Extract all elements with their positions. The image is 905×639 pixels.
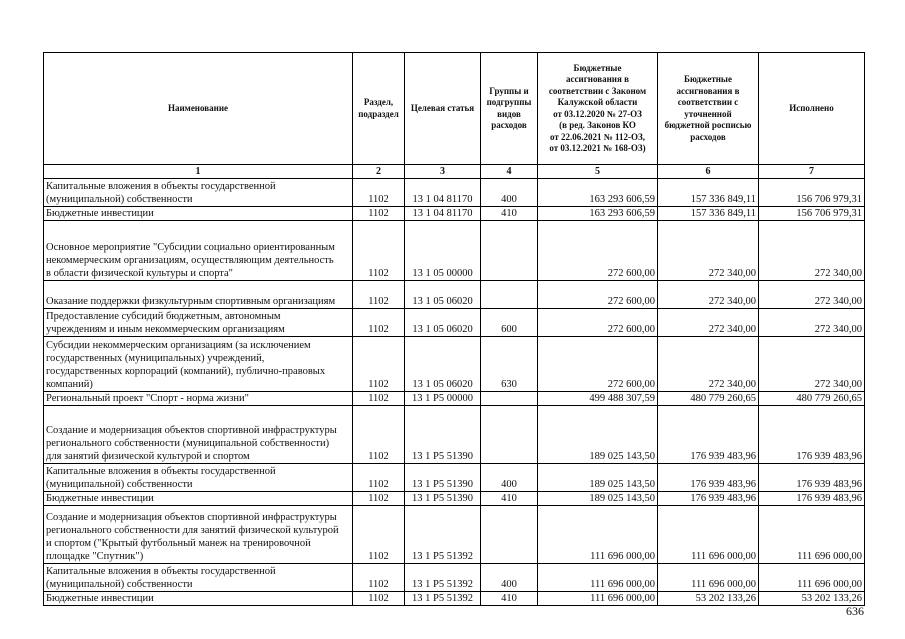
row-group: 400 <box>481 179 538 207</box>
row-budget-plan: 176 939 483,96 <box>658 464 759 492</box>
row-group <box>481 406 538 464</box>
row-section: 1102 <box>353 406 405 464</box>
row-name-line: Бюджетные инвестиции <box>46 593 154 604</box>
table-row <box>44 392 865 406</box>
row-budget-plan: 111 696 000,00 <box>658 506 759 564</box>
header-budget-plan: Бюджетные ассигнования в соответствии с уточненной бюджетной росписью расходов <box>658 53 759 165</box>
row-group <box>481 281 538 309</box>
column-number: 7 <box>759 165 865 179</box>
row-target: 13 1 P5 51390 <box>405 464 481 492</box>
row-budget-plan: 176 939 483,96 <box>658 406 759 464</box>
row-name-line: Субсидии некоммерческим организациям (за исключением <box>46 340 311 351</box>
column-number: 1 <box>44 165 353 179</box>
row-name-line: в области физической культуры и спорта" <box>46 268 233 279</box>
row-name <box>44 337 353 392</box>
table-header-row <box>44 53 865 165</box>
column-number: 5 <box>538 165 658 179</box>
header-budget-law: Бюджетные ассигнования в соответствии с Законом Калужской области от 03.12.2020 № 27-ОЗ (в ред. Законов КО от 22.06.2021 № 112-ОЗ, от 03.12.2021 № 168-ОЗ) <box>538 53 658 165</box>
table-row <box>44 281 865 309</box>
row-name-line: Оказание поддержки физкультурным спортивным организациям <box>46 296 336 307</box>
row-name-line: Создание и модернизация объектов спортивной инфраструктуры <box>46 425 337 436</box>
table-row <box>44 464 865 492</box>
row-name-line: государственных корпораций (компаний), публично-правовых <box>46 366 326 377</box>
row-name <box>44 492 353 506</box>
row-section: 1102 <box>353 309 405 337</box>
row-executed: 176 939 483,96 <box>759 406 865 464</box>
table-row <box>44 337 865 392</box>
row-executed: 156 706 979,31 <box>759 179 865 207</box>
row-executed: 53 202 133,26 <box>759 592 865 606</box>
row-name-line: (муниципальной) собственности <box>46 479 193 490</box>
row-group: 630 <box>481 337 538 392</box>
table-row <box>44 221 865 281</box>
row-name-line: Основное мероприятие "Субсидии социально ориентированным <box>46 242 335 253</box>
row-name-line: и спортом ("Крытый футбольный манеж на тренировочной <box>46 538 311 549</box>
row-section: 1102 <box>353 492 405 506</box>
row-name-line: (муниципальной) собственности <box>46 579 193 590</box>
row-budget-law: 163 293 606,59 <box>538 207 658 221</box>
row-budget-plan: 480 779 260,65 <box>658 392 759 406</box>
column-number: 3 <box>405 165 481 179</box>
row-group: 400 <box>481 464 538 492</box>
row-executed: 176 939 483,96 <box>759 492 865 506</box>
table-row <box>44 592 865 606</box>
row-name-line: Создание и модернизация объектов спортивной инфраструктуры <box>46 512 337 523</box>
row-name-line: Капитальные вложения в объекты государственной <box>46 566 276 577</box>
row-target: 13 1 04 81170 <box>405 179 481 207</box>
row-name <box>44 392 353 406</box>
column-number-row <box>44 165 865 179</box>
row-executed: 272 340,00 <box>759 309 865 337</box>
row-budget-law: 111 696 000,00 <box>538 506 658 564</box>
row-group: 600 <box>481 309 538 337</box>
table-row <box>44 406 865 464</box>
row-target: 13 1 05 06020 <box>405 281 481 309</box>
row-section: 1102 <box>353 337 405 392</box>
header-group: Группы и подгруппы видов расходов <box>481 53 538 165</box>
row-name <box>44 406 353 464</box>
row-name-line: регионального собственности (муниципальной собственности) <box>46 438 330 449</box>
row-executed: 272 340,00 <box>759 221 865 281</box>
row-name-line: Бюджетные инвестиции <box>46 208 154 219</box>
row-name-line: площадке "Спутник") <box>46 551 144 562</box>
row-budget-plan: 272 340,00 <box>658 281 759 309</box>
column-number: 2 <box>353 165 405 179</box>
header-target: Целевая статья <box>405 53 481 165</box>
table-row <box>44 506 865 564</box>
row-section: 1102 <box>353 281 405 309</box>
row-name-line: Капитальные вложения в объекты государственной <box>46 466 276 477</box>
row-budget-law: 189 025 143,50 <box>538 406 658 464</box>
row-executed: 480 779 260,65 <box>759 392 865 406</box>
row-budget-law: 272 600,00 <box>538 337 658 392</box>
row-executed: 272 340,00 <box>759 337 865 392</box>
row-section: 1102 <box>353 564 405 592</box>
row-budget-plan: 272 340,00 <box>658 309 759 337</box>
page-number: 636 <box>846 604 864 618</box>
row-budget-plan: 176 939 483,96 <box>658 492 759 506</box>
row-group <box>481 506 538 564</box>
row-section: 1102 <box>353 179 405 207</box>
row-budget-law: 272 600,00 <box>538 281 658 309</box>
column-number: 4 <box>481 165 538 179</box>
header-executed: Исполнено <box>759 53 865 165</box>
row-budget-law: 111 696 000,00 <box>538 564 658 592</box>
row-budget-plan: 111 696 000,00 <box>658 564 759 592</box>
row-name <box>44 207 353 221</box>
row-target: 13 1 P5 51390 <box>405 492 481 506</box>
row-budget-law: 272 600,00 <box>538 221 658 281</box>
budget-table <box>43 52 865 606</box>
row-budget-plan: 157 336 849,11 <box>658 207 759 221</box>
row-name-line: учреждениям и иным некоммерческим организациям <box>46 324 285 335</box>
row-name-line: Предоставление субсидий бюджетным, автономным <box>46 311 281 322</box>
row-name <box>44 564 353 592</box>
row-name-line: компаний) <box>46 379 93 390</box>
table-row <box>44 564 865 592</box>
table-row <box>44 492 865 506</box>
row-target: 13 1 04 81170 <box>405 207 481 221</box>
row-name <box>44 179 353 207</box>
row-budget-plan: 272 340,00 <box>658 337 759 392</box>
row-target: 13 1 05 06020 <box>405 337 481 392</box>
row-group <box>481 221 538 281</box>
row-group: 400 <box>481 564 538 592</box>
row-budget-law: 189 025 143,50 <box>538 464 658 492</box>
row-name <box>44 281 353 309</box>
table-row <box>44 207 865 221</box>
row-name <box>44 506 353 564</box>
row-executed: 176 939 483,96 <box>759 464 865 492</box>
row-group: 410 <box>481 207 538 221</box>
row-budget-law: 163 293 606,59 <box>538 179 658 207</box>
row-target: 13 1 P5 51392 <box>405 564 481 592</box>
row-budget-plan: 53 202 133,26 <box>658 592 759 606</box>
row-name-line: Региональный проект "Спорт - норма жизни" <box>46 393 249 404</box>
row-section: 1102 <box>353 207 405 221</box>
row-group <box>481 392 538 406</box>
row-target: 13 1 05 06020 <box>405 309 481 337</box>
row-executed: 272 340,00 <box>759 281 865 309</box>
table-body <box>44 179 865 606</box>
row-executed: 156 706 979,31 <box>759 207 865 221</box>
header-section: Раздел, подраздел <box>353 53 405 165</box>
row-name-line: для занятий физической культурой и спортом <box>46 451 250 462</box>
row-target: 13 1 P5 51390 <box>405 406 481 464</box>
row-name-line: Бюджетные инвестиции <box>46 493 154 504</box>
row-section: 1102 <box>353 392 405 406</box>
row-name <box>44 464 353 492</box>
row-budget-plan: 272 340,00 <box>658 221 759 281</box>
budget-table-page <box>43 52 864 606</box>
row-executed: 111 696 000,00 <box>759 506 865 564</box>
row-budget-plan: 157 336 849,11 <box>658 179 759 207</box>
row-section: 1102 <box>353 221 405 281</box>
row-group: 410 <box>481 592 538 606</box>
row-target: 13 1 05 00000 <box>405 221 481 281</box>
row-name <box>44 592 353 606</box>
row-target: 13 1 P5 51392 <box>405 506 481 564</box>
row-budget-law: 272 600,00 <box>538 309 658 337</box>
row-budget-law: 189 025 143,50 <box>538 492 658 506</box>
row-section: 1102 <box>353 464 405 492</box>
row-budget-law: 499 488 307,59 <box>538 392 658 406</box>
header-name: Наименование <box>44 53 353 165</box>
row-name-line: некоммерческим организациям, осуществляющим деятельность <box>46 255 334 266</box>
row-target: 13 1 P5 00000 <box>405 392 481 406</box>
column-number: 6 <box>658 165 759 179</box>
row-budget-law: 111 696 000,00 <box>538 592 658 606</box>
row-name-line: Капитальные вложения в объекты государственной <box>46 181 276 192</box>
row-group: 410 <box>481 492 538 506</box>
row-name <box>44 309 353 337</box>
row-executed: 111 696 000,00 <box>759 564 865 592</box>
row-name-line: государственных (муниципальных) учреждений, <box>46 353 265 364</box>
table-row <box>44 309 865 337</box>
row-section: 1102 <box>353 506 405 564</box>
row-name-line: регионального собственности для занятий физической культурой <box>46 525 339 536</box>
row-section: 1102 <box>353 592 405 606</box>
row-name <box>44 221 353 281</box>
row-name-line: (муниципальной) собственности <box>46 194 193 205</box>
table-row <box>44 179 865 207</box>
row-target: 13 1 P5 51392 <box>405 592 481 606</box>
